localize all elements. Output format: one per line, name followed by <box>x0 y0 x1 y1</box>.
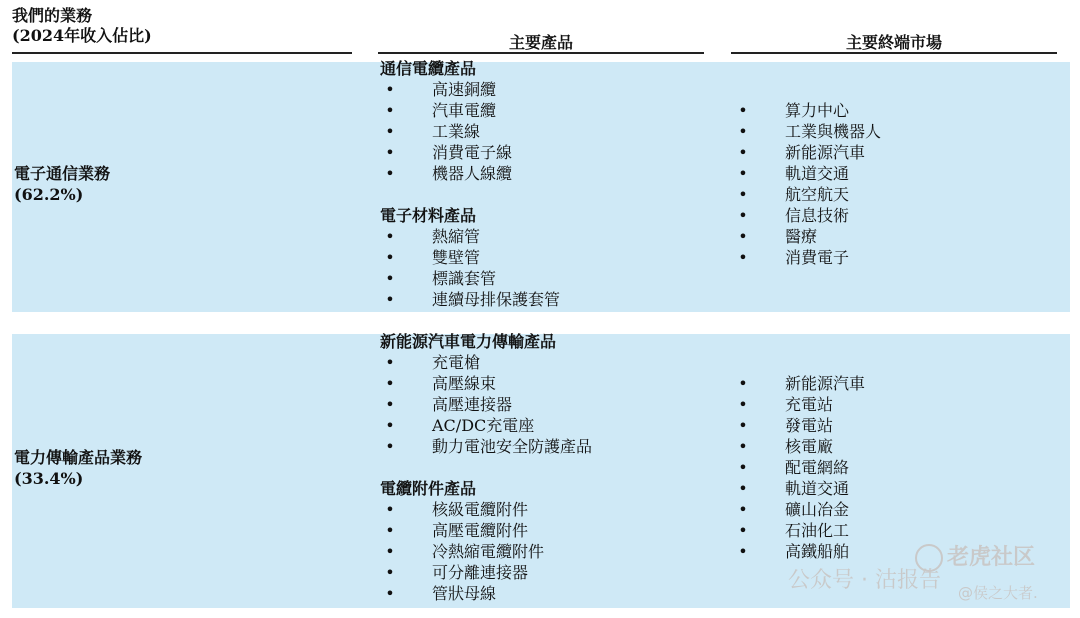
product-item: 熱縮管 <box>432 227 481 246</box>
bullet-icon: • <box>385 563 395 582</box>
list-item <box>380 268 497 289</box>
product-group-title: 新能源汽車電力傳輸產品 <box>380 332 557 351</box>
product-item: 連續母排保護套管 <box>432 290 561 309</box>
list-item <box>380 394 556 415</box>
business-name: 電子通信業務 <box>14 164 111 183</box>
list-item <box>380 79 497 100</box>
bullet-icon: • <box>738 185 748 204</box>
list-item <box>380 499 556 520</box>
bullet-icon: • <box>738 101 748 120</box>
business-column-header <box>12 6 352 46</box>
product-item: 冷熱縮電纜附件 <box>432 542 545 561</box>
section-band-electronic <box>12 62 1070 312</box>
list-item <box>380 415 556 436</box>
watermark-text-1: 老虎社区 <box>947 545 1036 570</box>
market-item: 高鐵船舶 <box>785 542 850 561</box>
bullet-icon: • <box>738 374 748 393</box>
product-group-title: 電子材料產品 <box>380 206 477 225</box>
list-item <box>380 352 556 373</box>
bullet-icon: • <box>385 227 395 246</box>
list-item <box>380 226 481 247</box>
list-item <box>380 142 513 163</box>
business-name: 電力傳輸產品業務 <box>14 448 143 467</box>
bullet-icon: • <box>385 437 395 456</box>
business-header-rule <box>12 52 352 54</box>
market-item: 新能源汽車 <box>785 374 866 393</box>
business-share: (33.4%) <box>14 469 84 488</box>
product-item: 標識套管 <box>432 269 497 288</box>
product-item: 管狀母線 <box>432 584 497 603</box>
list-item <box>380 163 513 184</box>
market-item: 消費電子 <box>785 248 850 267</box>
bullet-icon: • <box>738 437 748 456</box>
list-item <box>380 247 481 268</box>
market-item: 醫療 <box>785 227 818 246</box>
bullet-icon: • <box>738 458 748 477</box>
products-column-header: 主要產品 <box>508 33 573 52</box>
product-group-title: 電纜附件產品 <box>380 479 477 498</box>
bullet-icon: • <box>738 122 748 141</box>
bullet-icon: • <box>738 416 748 435</box>
market-item: 石油化工 <box>785 521 850 540</box>
bullet-icon: • <box>385 521 395 540</box>
market-item: 工業與機器人 <box>785 122 882 141</box>
list-item <box>380 520 556 541</box>
bullet-icon: • <box>738 395 748 414</box>
watermark-handle: @侯之大者. <box>958 584 1038 602</box>
list-item <box>380 373 556 394</box>
market-item: 礦山冶金 <box>785 500 850 519</box>
bullet-icon: • <box>738 206 748 225</box>
market-item: 算力中心 <box>785 101 850 120</box>
market-item: 新能源汽車 <box>785 143 866 162</box>
market-item: 航空航天 <box>785 185 850 204</box>
product-list-electronic <box>380 58 561 310</box>
list-item <box>380 289 561 310</box>
bullet-icon: • <box>738 521 748 540</box>
bullet-icon: • <box>738 143 748 162</box>
list-item <box>380 583 556 604</box>
bullet-icon: • <box>738 542 748 561</box>
bullet-icon: • <box>385 584 395 603</box>
bullet-icon: • <box>385 542 395 561</box>
bullet-icon: • <box>738 500 748 519</box>
bullet-icon: • <box>385 416 395 435</box>
product-item: 汽車電纜 <box>432 101 497 120</box>
watermark-account: 公众号 · 沽报告 <box>788 568 941 593</box>
bullet-icon: • <box>738 227 748 246</box>
bullet-icon: • <box>385 122 395 141</box>
business-share: (62.2%) <box>14 185 84 204</box>
bullet-icon: • <box>385 395 395 414</box>
business-header-line1: 我們的業務 <box>12 6 93 25</box>
business-label-power <box>14 447 142 489</box>
list-item <box>380 562 556 583</box>
bullet-icon: • <box>385 500 395 519</box>
bullet-icon: • <box>738 248 748 267</box>
bullet-icon: • <box>738 164 748 183</box>
market-item: 配電網絡 <box>785 458 850 477</box>
bullet-icon: • <box>385 353 395 372</box>
product-item: 核級電纜附件 <box>432 500 529 519</box>
market-item: 核電廠 <box>785 437 834 456</box>
bullet-icon: • <box>385 164 395 183</box>
market-item: 發電站 <box>785 416 834 435</box>
product-item: 充電槍 <box>432 353 481 372</box>
product-list-power <box>380 331 593 604</box>
market-item: 軌道交通 <box>785 479 850 498</box>
markets-header-rule <box>731 52 1057 54</box>
bullet-icon: • <box>385 248 395 267</box>
product-item: AC/DC充電座 <box>432 416 535 435</box>
list-item <box>380 100 497 121</box>
bullet-icon: • <box>738 479 748 498</box>
bullet-icon: • <box>385 101 395 120</box>
bullet-icon: • <box>385 290 395 309</box>
product-item: 機器人線纜 <box>432 164 513 183</box>
bullet-icon: • <box>385 80 395 99</box>
product-item: 高壓線束 <box>432 374 497 393</box>
business-header-line2: (2024年收入佔比) <box>12 26 152 45</box>
bullet-icon: • <box>385 374 395 393</box>
product-item: 高速銅纜 <box>432 80 497 99</box>
markets-column-header: 主要終端市場 <box>845 33 942 52</box>
product-item: 高壓連接器 <box>432 395 513 414</box>
list-item <box>380 121 481 142</box>
market-item: 充電站 <box>785 395 834 414</box>
bullet-icon: • <box>385 269 395 288</box>
market-item: 軌道交通 <box>785 164 850 183</box>
bullet-icon: • <box>385 143 395 162</box>
products-header-rule <box>378 52 704 54</box>
product-item: 高壓電纜附件 <box>432 521 529 540</box>
product-item: 工業線 <box>432 122 481 141</box>
product-item: 動力電池安全防護產品 <box>432 437 593 456</box>
product-item: 雙壁管 <box>432 248 481 267</box>
list-item <box>380 541 556 562</box>
product-item: 消費電子線 <box>432 143 513 162</box>
list-item <box>380 436 593 457</box>
product-group-title: 通信電纜產品 <box>380 59 477 78</box>
market-item: 信息技術 <box>785 206 850 225</box>
product-item: 可分離連接器 <box>432 563 529 582</box>
business-label-electronic <box>14 163 110 205</box>
